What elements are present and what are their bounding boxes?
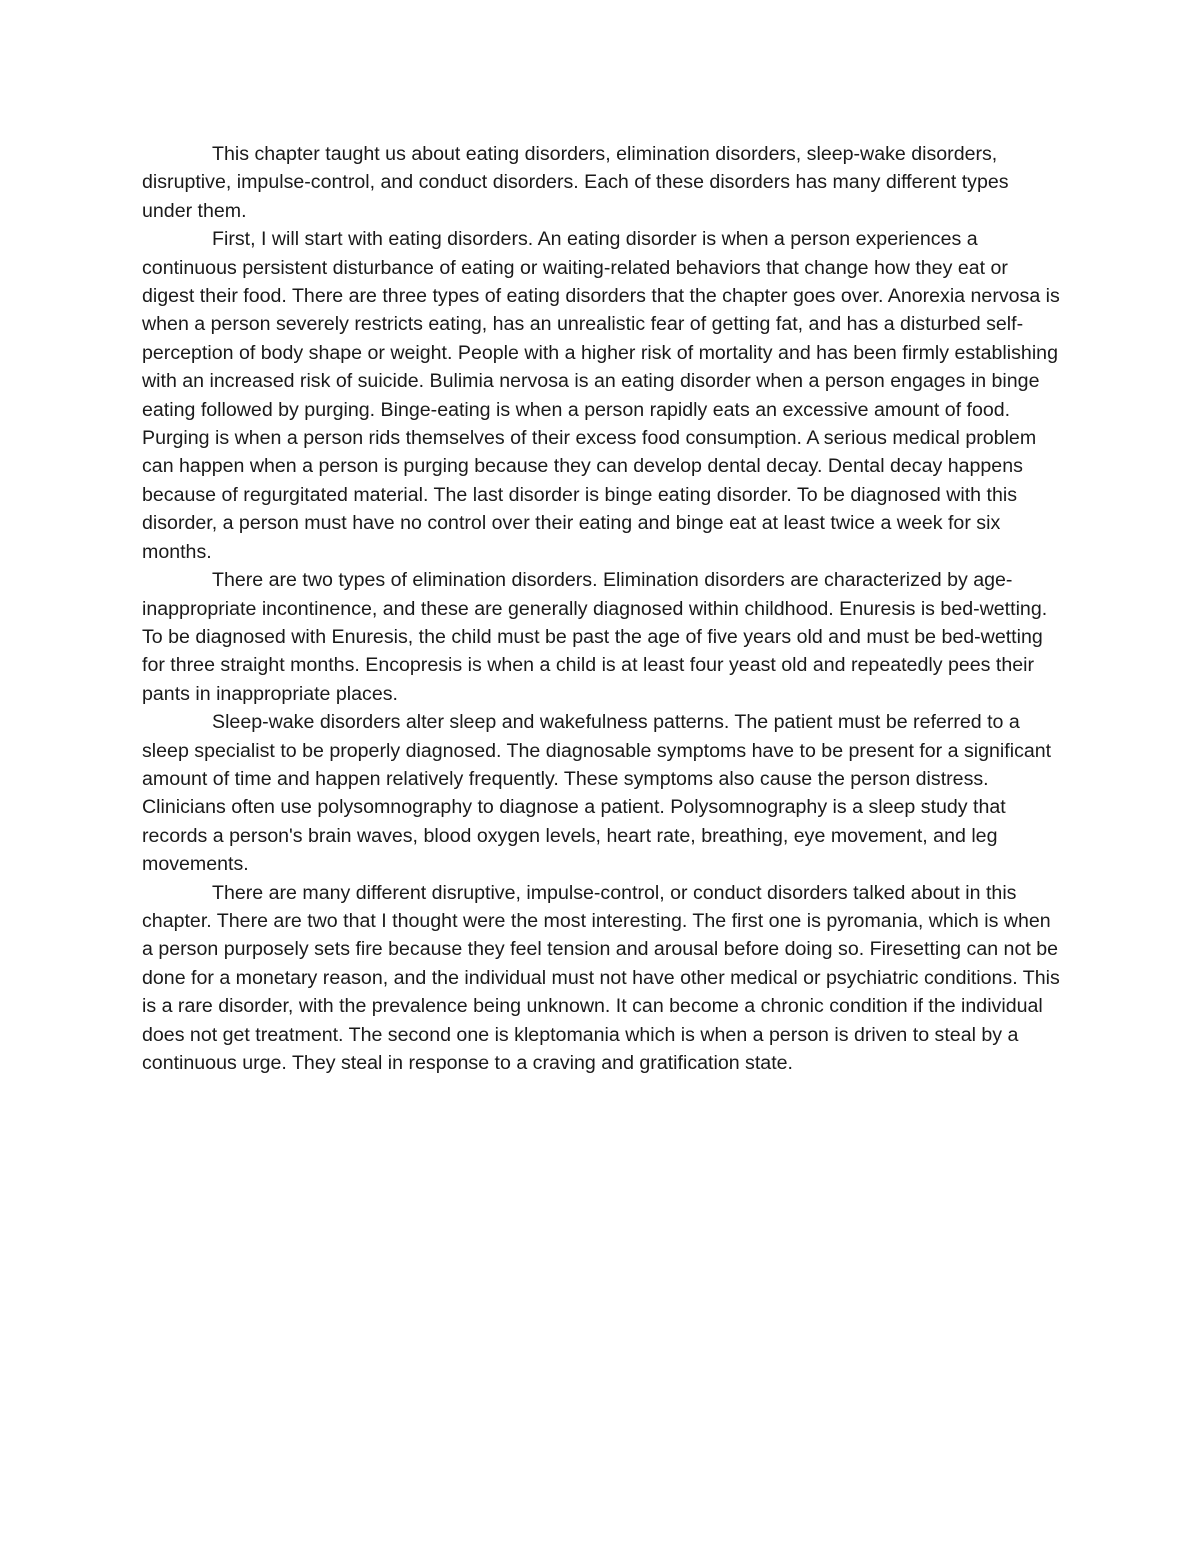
paragraph-intro: This chapter taught us about eating disorders, elimination disorders, sleep-wake disorders, disruptive, impulse-control, and conduct disorders. Each of these disorders has many different types under them. [142, 143, 1009, 222]
paragraph-conduct-disorders: There are many different disruptive, impulse-control, or conduct disorders talked about in this chapter. There are two that I thought were the most interesting. The first one is pyromania, which is when a person purposely sets fire because they feel tension and arousal before doing so. Firesetting can not be done for a monetary reason, and the individual must not have other medical or psychiatric conditions. This is a rare disorder, with the prevalence being unknown. It can become a chronic condition if the individual does not get treatment. The second one is kleptomania which is when a person is driven to steal by a continuous urge. They steal in response to a craving and gratification state. [142, 881, 1060, 1074]
paragraph-eating-disorders: First, I will start with eating disorders. An eating disorder is when a person experiences a continuous persistent disturbance of eating or waiting-related behaviors that change how they eat or digest their food. There are three types of eating disorders that the chapter goes over. Anorexia nervosa is when a person severely restricts eating, has an unrealistic fear of getting fat, and has a disturbed self-perception of body shape or weight. People with a higher risk of mortality and has been firmly establishing with an increased risk of suicide. Bulimia nervosa is an eating disorder when a person engages in binge eating followed by purging. Binge-eating is when a person rapidly eats an excessive amount of food. Purging is when a person rids themselves of their excess food consumption. A serious medical problem can happen when a person is purging because they can develop dental decay. Dental decay happens because of regurgitated material. The last disorder is binge eating disorder. To be diagnosed with this disorder, a person must have no control over their eating and binge eat at least twice a week for six months. [142, 228, 1060, 563]
document-body [142, 140, 1064, 1077]
paragraph-elimination-disorders: There are two types of elimination disorders. Elimination disorders are characterized by age-inappropriate incontinence, and these are generally diagnosed within childhood. Enuresis is bed-wetting. To be diagnosed with Enuresis, the child must be past the age of five years old and must be bed-wetting for three straight months. Encopresis is when a child is at least four yeast old and repeatedly pees their pants in inappropriate places. [142, 569, 1048, 705]
paragraph-sleep-wake-disorders: Sleep-wake disorders alter sleep and wakefulness patterns. The patient must be referred to a sleep specialist to be properly diagnosed. The diagnosable symptoms have to be present for a significant amount of time and happen relatively frequently. These symptoms also cause the person distress. Clinicians often use polysomnography to diagnose a patient. Polysomnography is a sleep study that records a person's brain waves, blood oxygen levels, heart rate, breathing, eye movement, and leg movements. [142, 711, 1052, 876]
